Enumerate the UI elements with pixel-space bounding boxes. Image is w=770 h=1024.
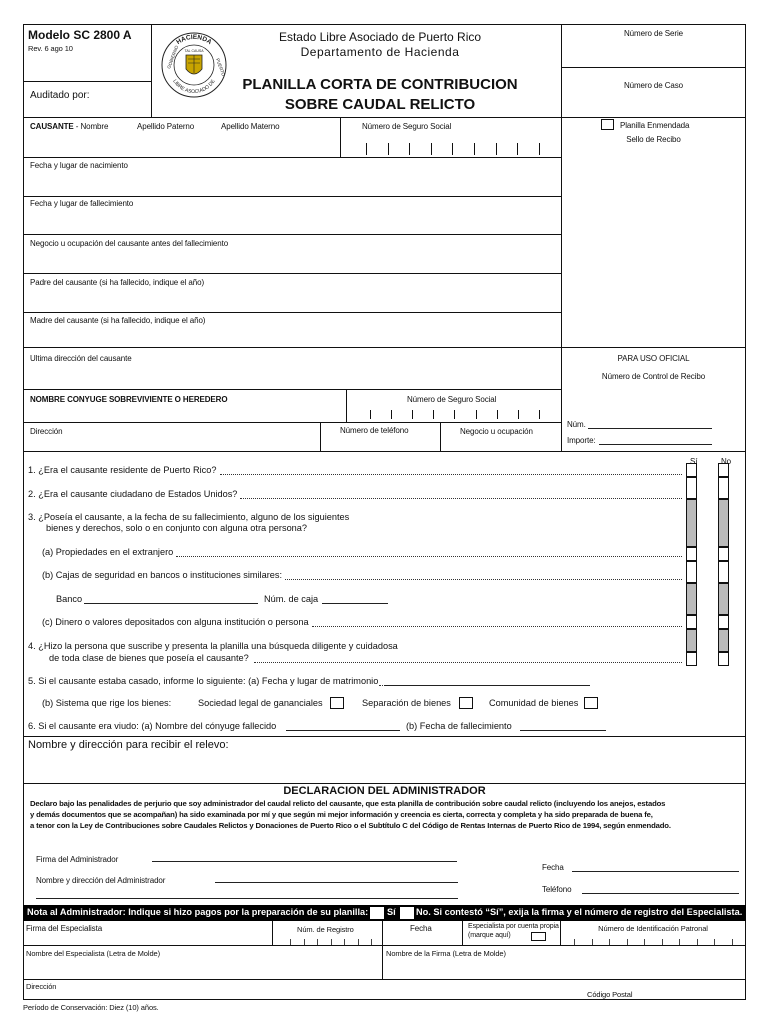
num-line[interactable] bbox=[588, 428, 712, 429]
admin-date-line[interactable] bbox=[572, 871, 739, 872]
digit-tick bbox=[539, 410, 540, 419]
deceased-spouse-line[interactable] bbox=[286, 730, 400, 731]
retention-period: Período de Conservación: Diez (10) años. bbox=[23, 1003, 159, 1012]
rule bbox=[440, 422, 441, 451]
no-column-shaded bbox=[718, 499, 729, 547]
yes-box-q4[interactable] bbox=[686, 652, 697, 666]
bank-label: Banco bbox=[56, 594, 83, 604]
admin-date-label: Fecha bbox=[542, 863, 564, 872]
rule bbox=[272, 921, 273, 945]
digit-tick bbox=[409, 143, 410, 155]
specialist-date-label: Fecha bbox=[410, 924, 432, 933]
death-label: Fecha y lugar de fallecimiento bbox=[30, 199, 134, 208]
rule bbox=[23, 451, 746, 452]
separation-label: Separación de bienes bbox=[362, 698, 451, 708]
causante-row bbox=[30, 122, 108, 131]
declaration-text-3: a tenor con la Ley de Contribuciones sobre Caudales Relictos y Donaciones de Puerto Rico o el Subtítulo C del Código de Rentas Internas de Puerto Rico de 1994, según enmendado. bbox=[30, 821, 671, 830]
leader-dots bbox=[220, 474, 682, 475]
seal-top-text: HACIENDA bbox=[175, 33, 213, 47]
leader-dots bbox=[254, 662, 682, 663]
ganancial-label: Sociedad legal de gananciales bbox=[198, 698, 323, 708]
rule bbox=[23, 196, 561, 197]
phone-label: Número de teléfono bbox=[340, 426, 409, 435]
digit-tick bbox=[474, 143, 475, 155]
rule bbox=[23, 736, 746, 737]
no-box-qb[interactable] bbox=[718, 561, 729, 583]
digit-tick bbox=[431, 143, 432, 155]
rule bbox=[23, 273, 561, 274]
digit-tick bbox=[452, 143, 453, 155]
question-4-line1: 4. ¿Hizo la persona que suscribe y presenta la planilla una búsqueda diligente y cuidadosa bbox=[28, 641, 398, 651]
digit-tick bbox=[370, 410, 371, 419]
importe-label: Importe: bbox=[567, 436, 596, 445]
question-6b: (b) Fecha de fallecimiento bbox=[406, 721, 512, 731]
declaration-text-1: Declaro bajo las penalidades de perjurio que soy administrador del caudal relicto del causante, que esta planilla de contribución sobre caudal relicto (incluyendo los anejos, estados bbox=[30, 799, 666, 808]
rule bbox=[23, 389, 561, 390]
question-3b: (b) Cajas de seguridad en bancos o instituciones similares: bbox=[42, 570, 283, 580]
no-box-q2[interactable] bbox=[718, 477, 729, 499]
marriage-line[interactable] bbox=[384, 685, 590, 686]
agency-state: Estado Libre Asociado de Puerto Rico bbox=[278, 30, 482, 44]
seal-left-text: GOBIERNO bbox=[166, 44, 180, 70]
box-number-label: Núm. de caja bbox=[264, 594, 319, 604]
admin-phone-line[interactable] bbox=[582, 893, 739, 894]
digit-tick bbox=[496, 143, 497, 155]
rule bbox=[151, 24, 152, 117]
no-column-header: No bbox=[721, 457, 732, 466]
paternal-surname-label: Apellido Paterno bbox=[137, 122, 195, 131]
question-5b: (b) Sistema que rige los bienes: bbox=[42, 698, 172, 708]
maternal-surname-label: Apellido Materno bbox=[221, 122, 280, 131]
question-4-line2: de toda clase de bienes que poseía el causante? bbox=[49, 653, 249, 663]
agency-department: Departamento de Hacienda bbox=[300, 45, 460, 59]
specialist-name-label: Nombre del Especialista (Letra de Molde) bbox=[26, 949, 160, 958]
separation-checkbox[interactable] bbox=[459, 697, 473, 709]
no-box-qb-shaded bbox=[718, 583, 729, 615]
causante-name-label: - Nombre bbox=[75, 122, 109, 131]
serial-number-label: Número de Serie bbox=[624, 29, 683, 38]
admin-signature-line[interactable] bbox=[152, 861, 457, 862]
no-box-q1[interactable] bbox=[718, 463, 729, 477]
no-box-qa[interactable] bbox=[718, 547, 729, 561]
specialist-signature-label: Firma del Especialista bbox=[26, 924, 103, 933]
seal-right-text: PUERTO bbox=[215, 57, 227, 77]
rule bbox=[23, 117, 746, 118]
audited-by-label: Auditado por: bbox=[30, 90, 90, 101]
yes-box-q2[interactable] bbox=[686, 477, 697, 499]
firm-name-label: Nombre de la Firma (Letra de Molde) bbox=[386, 949, 506, 958]
digit-tick bbox=[366, 143, 367, 155]
postal-code-label: Código Postal bbox=[587, 990, 633, 999]
note-text-1: Nota al Administrador: Indique si hizo pagos por la preparación de su planilla: bbox=[27, 907, 369, 917]
yes-column-header: Sí bbox=[690, 457, 698, 466]
amended-checkbox[interactable] bbox=[601, 119, 614, 130]
note-yes-label: Sí bbox=[387, 907, 396, 917]
employer-id-label: Número de Identificación Patronal bbox=[598, 924, 708, 933]
form-title-line1: PLANILLA CORTA DE CONTRIBUCION bbox=[242, 76, 518, 93]
digit-tick bbox=[454, 410, 455, 419]
spouse-label: NOMBRE CONYUGE SOBREVIVIENTE O HEREDERO bbox=[30, 395, 228, 404]
business-label: Negocio u ocupación bbox=[460, 427, 533, 436]
rule bbox=[340, 117, 341, 157]
rule bbox=[462, 921, 463, 945]
yes-box-qb[interactable] bbox=[686, 561, 697, 583]
yes-box-qa[interactable] bbox=[686, 547, 697, 561]
seal-inner-text: TAL CAUSA bbox=[184, 49, 204, 53]
leader-dots bbox=[285, 579, 682, 580]
rule bbox=[561, 347, 562, 451]
digit-tick bbox=[476, 410, 477, 419]
community-label: Comunidad de bienes bbox=[489, 698, 579, 708]
question-1: 1. ¿Era el causante residente de Puerto Rico? bbox=[28, 465, 217, 475]
no-box-q4-shaded bbox=[718, 629, 729, 652]
yes-box-qc[interactable] bbox=[686, 615, 697, 629]
rule bbox=[23, 945, 746, 946]
model-number: Modelo SC 2800 A bbox=[28, 28, 132, 42]
rule bbox=[23, 347, 746, 348]
leader-dots bbox=[312, 626, 682, 627]
self-employed-label-2: (marque aquí) bbox=[468, 932, 511, 939]
community-checkbox[interactable] bbox=[584, 697, 598, 709]
death-date-line[interactable] bbox=[520, 730, 606, 731]
digit-tick bbox=[388, 143, 389, 155]
leader-dots bbox=[176, 556, 682, 557]
question-5: 5. Si el causante estaba casado, informe lo siguiente: (a) Fecha y lugar de matrimonio bbox=[28, 676, 379, 686]
spouse-ssn-label: Número de Seguro Social bbox=[407, 395, 497, 404]
rule bbox=[23, 979, 746, 980]
digit-tick bbox=[412, 410, 413, 419]
rule bbox=[23, 234, 561, 235]
no-box-qc[interactable] bbox=[718, 615, 729, 629]
bank-line[interactable] bbox=[84, 603, 258, 604]
importe-line[interactable] bbox=[599, 444, 712, 445]
digit-tick bbox=[518, 410, 519, 419]
amended-label: Planilla Enmendada bbox=[620, 121, 690, 130]
mother-label: Madre del causante (si ha fallecido, indique el año) bbox=[30, 316, 206, 325]
occupation-label: Negocio u ocupación del causante antes del fallecimiento bbox=[30, 239, 229, 248]
question-3a: (a) Propiedades en el extranjero bbox=[42, 547, 174, 557]
relevo-label: Nombre y dirección para recibir el relevo: bbox=[28, 739, 229, 751]
note-band bbox=[23, 905, 746, 921]
registry-label: Núm. de Registro bbox=[297, 925, 354, 934]
rule bbox=[346, 389, 347, 422]
rule bbox=[23, 157, 561, 158]
question-3c: (c) Dinero o valores depositados con alguna institución o persona bbox=[42, 617, 309, 627]
last-address-label: Ultima dirección del causante bbox=[30, 354, 132, 363]
digit-tick bbox=[433, 410, 434, 419]
seal-bottom-text: LIBRE ASOCIADO DE bbox=[171, 78, 217, 96]
admin-signature-label: Firma del Administrador bbox=[36, 855, 119, 864]
yes-box-qb-shaded bbox=[686, 583, 697, 615]
specialist-address-label: Dirección bbox=[26, 982, 57, 991]
note-no-box[interactable] bbox=[400, 907, 414, 919]
spouse-address-label: Dirección bbox=[30, 427, 63, 436]
case-number-label: Número de Caso bbox=[623, 81, 684, 90]
question-3-line2: bienes y derechos, solo o en conjunto con alguna otra persona? bbox=[46, 523, 308, 533]
leader-dots bbox=[240, 498, 682, 499]
self-employed-label-1: Especialista por cuenta propia bbox=[468, 923, 559, 930]
rule bbox=[23, 312, 561, 313]
note-text-2: No. Si contestó “Sí”, exija la firma y el número de registro del Especialista. bbox=[416, 907, 743, 917]
rule bbox=[320, 422, 321, 451]
admin-name-line[interactable] bbox=[215, 882, 458, 883]
digit-tick bbox=[497, 410, 498, 419]
no-box-q4[interactable] bbox=[718, 652, 729, 666]
digit-tick bbox=[517, 143, 518, 155]
rule bbox=[382, 921, 383, 979]
rule bbox=[561, 67, 746, 68]
rule bbox=[23, 783, 746, 784]
revision: Rev. 6 ago 10 bbox=[28, 44, 73, 53]
yes-column-shaded bbox=[686, 499, 697, 547]
box-number-line[interactable] bbox=[322, 603, 388, 604]
ganancial-checkbox[interactable] bbox=[330, 697, 344, 709]
note-yes-box[interactable] bbox=[370, 907, 384, 919]
question-3-line1: 3. ¿Poseía el causante, a la fecha de su fallecimiento, alguno de los siguientes bbox=[28, 512, 350, 522]
declaration-title: DECLARACION DEL ADMINISTRADOR bbox=[283, 785, 486, 797]
digit-tick bbox=[539, 143, 540, 155]
rule bbox=[23, 422, 561, 423]
birth-label: Fecha y lugar de nacimiento bbox=[30, 161, 128, 170]
question-2: 2. ¿Era el causante ciudadano de Estados Unidos? bbox=[28, 489, 238, 499]
receipt-stamp-label: Sello de Recibo bbox=[626, 135, 681, 144]
rule bbox=[561, 24, 562, 347]
causante-label: CAUSANTE bbox=[30, 122, 74, 131]
digit-tick bbox=[391, 410, 392, 419]
yes-box-q1[interactable] bbox=[686, 463, 697, 477]
causante-ssn-label: Número de Seguro Social bbox=[362, 122, 452, 131]
admin-phone-label: Teléfono bbox=[542, 885, 572, 894]
rule bbox=[23, 81, 151, 82]
declaration-text-2: y demás documentos que se acompañan) ha sido examinada por mí y que según mi mejor información y creencia es cierta, correcta y completa y ha sido preparada de buena fe, bbox=[30, 810, 653, 819]
leader-dots bbox=[379, 685, 383, 686]
num-label: Núm. bbox=[567, 420, 586, 429]
admin-address-line[interactable] bbox=[36, 898, 458, 899]
official-use-title: PARA USO OFICIAL bbox=[617, 354, 690, 363]
self-employed-checkbox[interactable] bbox=[531, 932, 546, 941]
question-6a: 6. Si el causante era viudo: (a) Nombre del cónyuge fallecido bbox=[28, 721, 277, 731]
form-title-line2: SOBRE CAUDAL RELICTO bbox=[284, 96, 476, 113]
yes-box-q4-shaded bbox=[686, 629, 697, 652]
receipt-control-label: Número de Control de Recibo bbox=[601, 372, 706, 381]
admin-name-label: Nombre y dirección del Administrador bbox=[36, 876, 166, 885]
father-label: Padre del causante (si ha fallecido, indique el año) bbox=[30, 278, 205, 287]
